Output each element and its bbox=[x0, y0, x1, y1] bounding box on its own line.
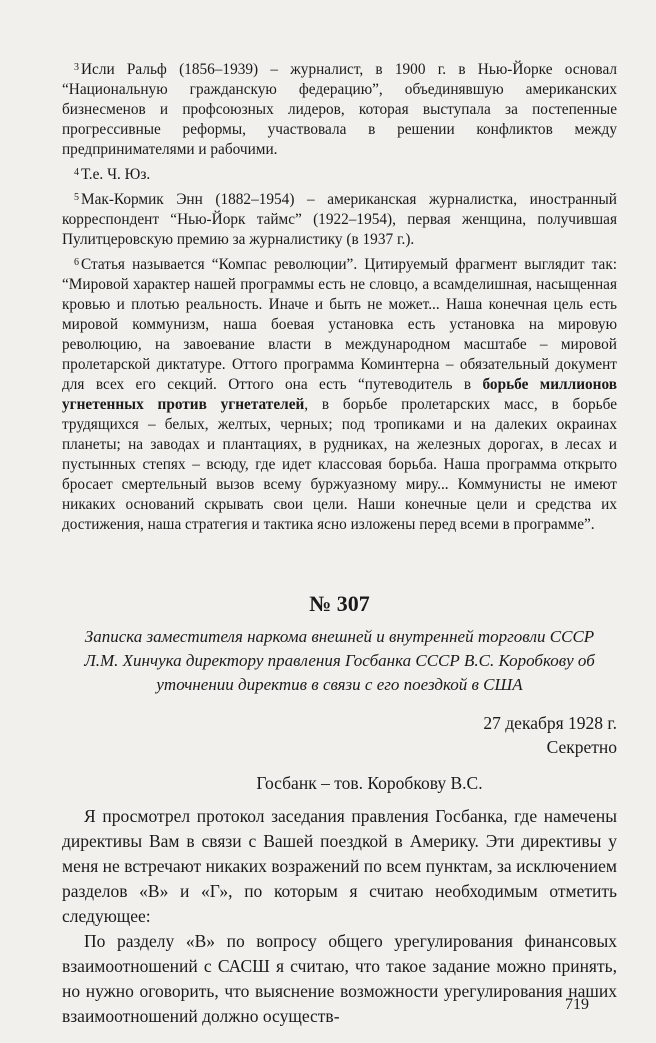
body-paragraph-2: По разделу «В» по вопросу общего урегулирования финансовых взаимоотношений с САСШ я считаю, что такое задание можно принять, но нужно оговорить, что выяснение возможности урегулирования наших взаимоотношений должно осуществ- bbox=[62, 931, 617, 1026]
classification-label: Секретно bbox=[546, 737, 617, 757]
footnote-3 bbox=[62, 58, 617, 160]
footnote-number: 6 bbox=[74, 257, 79, 268]
footnote-number: 5 bbox=[74, 192, 79, 203]
footnote-6 bbox=[62, 253, 617, 535]
footnote-bold-text: борьбе миллионов угнетенных против угнетателей bbox=[62, 376, 617, 413]
footnote-text: Мак-Кормик Энн (1882–1954) – американская журналистка, иностранный корреспондент “Нью-Йорк таймс” (1922–1954), первая женщина, получившая Пулитцеровскую премию за журналистику (в 1937 г.). bbox=[62, 191, 617, 248]
footnote-text: Статья называется “Компас революции”. Цитируемый фрагмент выглядит так: “Мировой характер нашей программы есть не словцо, а всамделишная, насыщенная кровью и плотью реальность. Иначе и быть не может... Наша конечная цель есть мировой коммунизм, наша боевая установка есть установка на мировую революцию, на завоевание власти в международном масштабе – мировой пролетарской диктатуре. Оттого программа Коминтерна – обязательный документ для всех его секций. Оттого она есть “путеводитель в bbox=[62, 256, 617, 393]
document-number: № 307 bbox=[309, 591, 370, 616]
page-content bbox=[62, 58, 617, 1029]
footnote-5 bbox=[62, 188, 617, 250]
footnote-number: 4 bbox=[74, 167, 79, 178]
footnote-number: 3 bbox=[74, 62, 79, 73]
footnote-text-continued: , в борьбе пролетарских масс, в борьбе трудящихся – белых, желтых, черных; под тропиками и на далеких окраинах планеты; на заводах и плантациях, в рудниках, на железных дорогах, в лесах и пустынных степях – всюду, где идет классовая борьба. Наша программа открыто бросает смертельный вызов всему буржуазному миру... Коммунисты не имеют никаких оснований скрывать свои цели. Наши конечные цели и средства их достижения, наша стратегия и тактика ясно изложены перед всеми в программе”. bbox=[62, 396, 617, 533]
page-number: 719 bbox=[565, 996, 589, 1013]
document-date: 27 декабря 1928 г. bbox=[483, 713, 617, 733]
footnote-4 bbox=[62, 163, 617, 185]
addressee: Госбанк – тов. Коробкову В.С. bbox=[256, 773, 483, 793]
document-title: Записка заместителя наркома внешней и внутренней торговли СССР Л.М. Хинчука директору правления Госбанка СССР В.С. Коробкову об уточнении директив в связи с его поездкой в США bbox=[84, 627, 595, 694]
footnote-text: Исли Ральф (1856–1939) – журналист, в 1900 г. в Нью-Йорке основал “Национальную гражданскую федерацию”, объединявшую американских бизнесменов и профсоюзных лидеров, которая выступала за постепенные прогрессивные реформы, участвовала в решении конфликтов между предпринимателями и рабочими. bbox=[62, 61, 617, 158]
body-paragraph-1: Я просмотрел протокол заседания правления Госбанка, где намечены директивы Вам в связи с Вашей поездкой в Америку. Эти директивы у меня не встречают никаких возражений по всем пунктам, за исключением разделов «В» и «Г», по которым я считаю необходимым отметить следующее: bbox=[62, 806, 617, 926]
footnote-text: Т.е. Ч. Юз. bbox=[81, 166, 151, 183]
